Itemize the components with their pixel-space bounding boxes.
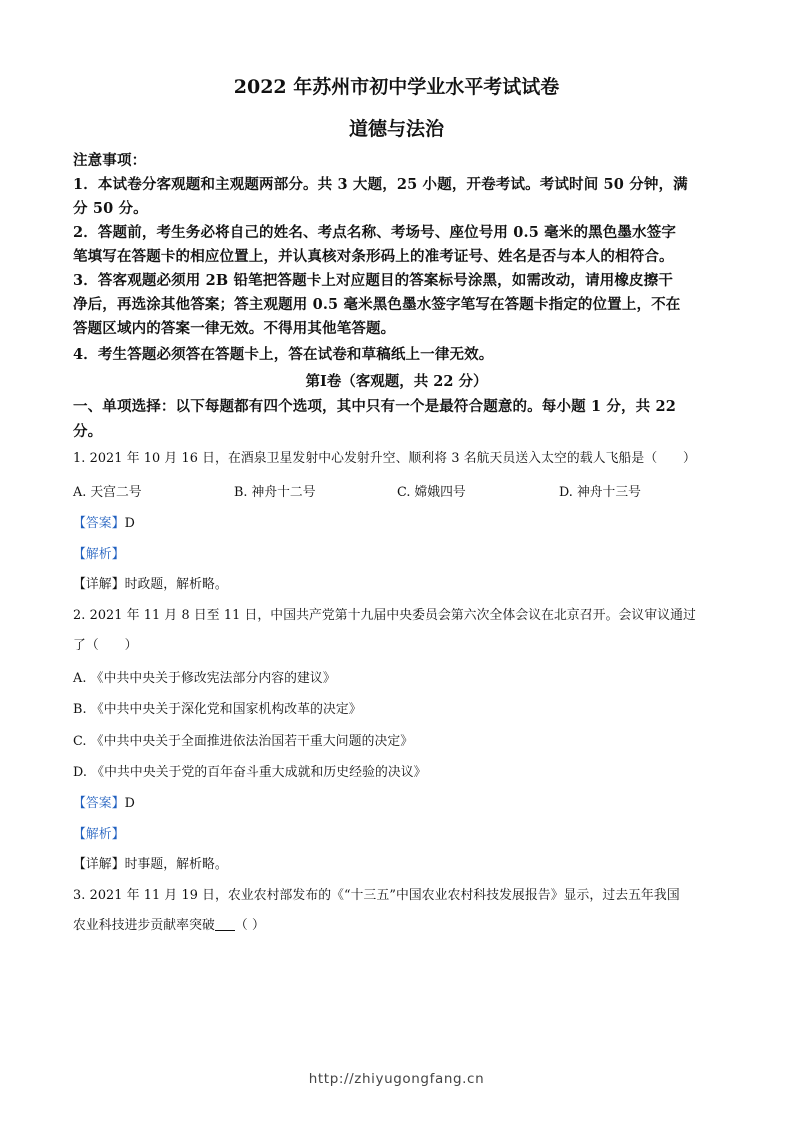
answer-blank	[215, 918, 235, 931]
analysis-line	[73, 823, 125, 842]
exam-title: 2022 年苏州市初中学业水平考试试卷	[233, 76, 560, 98]
option-a: A. 《中共中央关于修改宪法部分内容的建议》	[73, 671, 336, 686]
answer-tag: 【答案】	[73, 516, 125, 531]
detail-text: 时政题，解析略。	[124, 577, 228, 592]
answer-line	[73, 792, 135, 811]
option-b: B. 《中共中央关于深化党和国家机构改革的决定》	[73, 702, 362, 717]
detail-tag: 【详解】	[73, 857, 125, 872]
option-d: D. 《中共中央关于党的百年奋斗重大成就和历史经验的决议》	[73, 765, 427, 780]
option-d: D. 神舟十三号	[559, 485, 641, 500]
answer-line	[73, 512, 135, 531]
notice-line: 笔填写在答题卡的相应位置上，并认真核对条形码上的准考证号、姓名是否与本人的相符合。	[73, 248, 674, 265]
answer-value: D	[124, 796, 135, 811]
notice-line: 净后，再选涂其他答案；答主观题用 0.5 毫米黑色墨水签字笔写在答题卡指定的位置上，不在	[73, 296, 681, 313]
notice-line: 4．考生答题必须答在答题卡上，答在试卷和草稿纸上一律无效。	[73, 346, 494, 363]
subject-title: 道德与法治	[348, 118, 444, 140]
detail-line	[73, 853, 228, 872]
question-stem: 2. 2021 年 11 月 8 日至 11 日，中国共产党第十九届中央委员会第六次全体会议在北京召开。会议审议通过	[73, 608, 696, 623]
part-heading: 第Ⅰ卷（客观题，共 22 分）	[305, 373, 488, 390]
question-stem: 1. 2021 年 10 月 16 日，在酒泉卫星发射中心发射升空、顺利将 3 名航天员送入太空的载人飞船是（ ）	[73, 451, 696, 466]
detail-tag: 【详解】	[73, 577, 125, 592]
detail-line	[73, 573, 228, 592]
section-heading: 一、单项选择：以下每题都有四个选项，其中只有一个是最符合题意的。每小题 1 分，共 22	[73, 398, 677, 415]
analysis-tag: 【解析】	[73, 547, 125, 562]
detail-text: 时事题，解析略。	[124, 857, 228, 872]
footer-url[interactable]: http://zhiyugongfang.cn	[308, 1071, 485, 1087]
notice-line: 答题区域内的答案一律无效。不得用其他笔答题。	[73, 320, 396, 337]
answer-value: D	[124, 516, 135, 531]
question-stem-cont	[73, 914, 265, 933]
stem-paren: （ ）	[234, 918, 265, 933]
notice-line: 分 50 分。	[73, 200, 148, 217]
notice-line: 1．本试卷分客观题和主观题两部分。共 3 大题，25 小题，开卷考试。考试时间 50 分钟，满	[73, 176, 688, 193]
analysis-tag: 【解析】	[73, 827, 125, 842]
notice-line: 2．答题前，考生务必将自己的姓名、考点名称、考场号、座位号用 0.5 毫米的黑色墨水签字	[73, 224, 677, 241]
question-stem: 3. 2021 年 11 月 19 日，农业农村部发布的《“十三五”中国农业农村科技发展报告》显示，过去五年我国	[73, 888, 680, 903]
notice-heading: 注意事项：	[73, 152, 147, 169]
question-stem-cont: 了（ ）	[73, 638, 138, 653]
option-b: B. 神舟十二号	[234, 485, 316, 500]
stem-text: 农业科技进步贡献率突破	[73, 918, 215, 933]
notice-line: 3．答客观题必须用 2B 铅笔把答题卡上对应题目的答案标号涂黑，如需改动，请用橡皮擦干	[73, 272, 673, 289]
option-c: C. 嫦娥四号	[397, 485, 466, 500]
option-a: A. 天宫二号	[73, 485, 142, 500]
section-heading-cont: 分。	[73, 423, 103, 440]
option-c: C. 《中共中央关于全面推进依法治国若干重大问题的决定》	[73, 734, 414, 749]
analysis-line	[73, 543, 125, 562]
answer-tag: 【答案】	[73, 796, 125, 811]
